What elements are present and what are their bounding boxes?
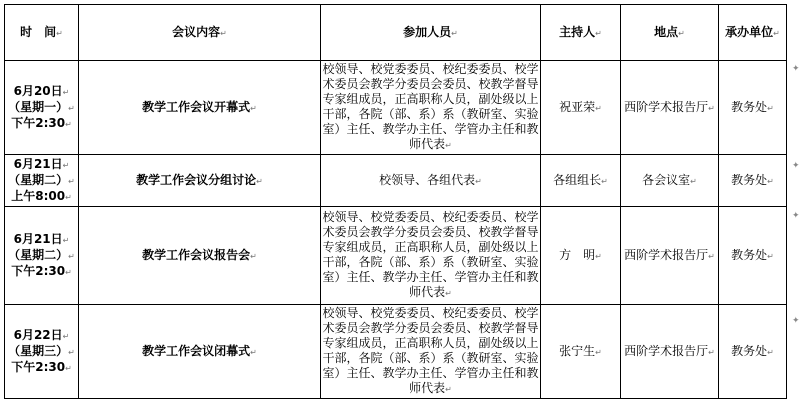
time-clock: 下午2:30↵ — [11, 263, 72, 278]
time-clock: 下午2:30↵ — [11, 359, 72, 374]
meeting-schedule-table — [4, 4, 787, 399]
cell-content: 教学工作会议闭幕式↵ — [79, 305, 321, 399]
cell-attendees: 校领导、各组代表↵ — [321, 155, 541, 207]
table-row — [5, 207, 787, 305]
cell-time — [5, 305, 79, 399]
table-header-row — [5, 5, 787, 61]
cell-time — [5, 155, 79, 207]
row-end-mark: ✦ — [792, 211, 800, 221]
time-date: 6月21日↵ — [13, 156, 70, 171]
cell-time — [5, 207, 79, 305]
cell-location: 各会议室↵ — [621, 155, 719, 207]
header-host: 主持人↵ — [541, 5, 621, 61]
header-organizer: 承办单位↵ — [719, 5, 787, 61]
cell-organizer: 教务处↵ — [719, 61, 787, 155]
time-weekday: （星期二）↵ — [8, 247, 75, 262]
header-time: 时 间↵ — [5, 5, 79, 61]
header-content: 会议内容↵ — [79, 5, 321, 61]
cell-host: 各组组长↵ — [541, 155, 621, 207]
time-clock: 上午8:00↵ — [11, 188, 72, 203]
cell-content: 教学工作会议分组讨论↵ — [79, 155, 321, 207]
cell-host: 祝亚荣↵ — [541, 61, 621, 155]
time-date: 6月22日↵ — [13, 327, 70, 342]
time-clock: 下午2:30↵ — [11, 115, 72, 130]
time-weekday: （星期三）↵ — [8, 343, 75, 358]
cell-time — [5, 61, 79, 155]
cell-organizer: 教务处↵ — [719, 207, 787, 305]
time-date: 6月21日↵ — [13, 231, 70, 246]
cell-organizer: 教务处↵ — [719, 305, 787, 399]
cell-attendees: 校领导、校党委委员、校纪委委员、校学术委员会教学分委员会委员、校教学督导专家组成员，正高职称人员，副处级以上干部，各院（部、系）系（教研室、实验室）主任、教学办主任、学管办主任和教师代表↵ — [321, 207, 541, 305]
cell-content: 教学工作会议开幕式↵ — [79, 61, 321, 155]
header-attendees: 参加人员↵ — [321, 5, 541, 61]
row-end-mark: ✦ — [792, 161, 800, 171]
time-weekday: （星期一）↵ — [8, 99, 75, 114]
cell-attendees: 校领导、校党委委员、校纪委委员、校学术委员会教学分委员会委员、校教学督导专家组成员，正高职称人员，副处级以上干部，各院（部、系）系（教研室、实验室）主任、教学办主任、学管办主任和教师代表↵ — [321, 305, 541, 399]
cell-location: 西阶学术报告厅↵ — [621, 61, 719, 155]
table-row — [5, 155, 787, 207]
cell-host: 张宁生↵ — [541, 305, 621, 399]
table-row — [5, 61, 787, 155]
cell-location: 西阶学术报告厅↵ — [621, 305, 719, 399]
time-weekday: （星期二）↵ — [8, 172, 75, 187]
row-end-mark: ✦ — [792, 316, 800, 326]
cell-attendees: 校领导、校党委委员、校纪委委员、校学术委员会教学分委员会委员、校教学督导专家组成员，正高职称人员，副处级以上干部，各院（部、系）系（教研室、实验室）主任、教学办主任、学管办主任和教师代表↵ — [321, 61, 541, 155]
cell-location: 西阶学术报告厅↵ — [621, 207, 719, 305]
cell-content: 教学工作会议报告会↵ — [79, 207, 321, 305]
cell-host: 方 明↵ — [541, 207, 621, 305]
table-row — [5, 305, 787, 399]
header-location: 地点↵ — [621, 5, 719, 61]
time-date: 6月20日↵ — [13, 83, 70, 98]
row-end-mark: ✦ — [792, 64, 800, 74]
cell-organizer: 教务处↵ — [719, 155, 787, 207]
